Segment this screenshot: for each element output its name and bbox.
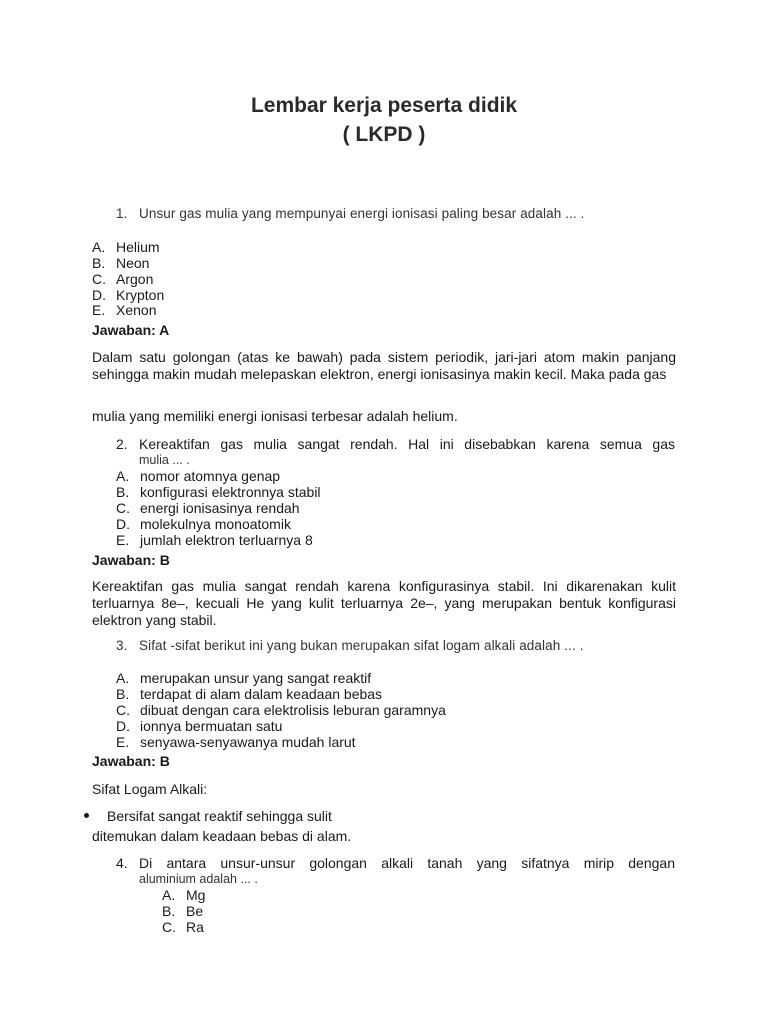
q3-bullet-item: Bersifat sangat reaktif sehingga sulit [107,808,332,824]
q1-option-d: D. Krypton [92,287,165,303]
q3-answer: Jawaban: B [92,753,170,769]
question-2-text-cont: mulia ... . [139,453,190,467]
q3-option-d: D. ionnya bermuatan satu [116,718,283,734]
q2-option-d: D. molekulnya monoatomik [116,516,291,532]
question-1 [116,206,584,222]
question-1-number: 1. [116,206,128,221]
question-3-text: Sifat -sifat berikut ini yang bukan merupakan sifat logam alkali adalah ... . [139,638,584,653]
question-1-text: Unsur gas mulia yang mempunyai energi ionisasi paling besar adalah ... . [139,206,585,221]
q3-option-a: A. merupakan unsur yang sangat reaktif [116,670,372,686]
q3-option-b: B. terdapat di alam dalam keadaan bebas [116,686,383,702]
question-3 [116,638,583,654]
question-4-number: 4. [116,855,128,871]
bullet-icon [84,813,89,818]
q1-answer: Jawaban: A [92,322,170,338]
q3-heading: Sifat Logam Alkali: [92,781,208,797]
document-subtitle: ( LKPD ) [342,123,426,146]
q1-option-c: C. Argon [92,271,154,287]
q4-option-b: B. Be [162,903,204,919]
q2-option-a: A. nomor atomnya genap [116,468,281,484]
question-4-text: Di antara unsur-unsur golongan alkali tanah yang sifatnya mirip dengan [139,855,675,871]
question-3-number: 3. [116,638,128,653]
question-2-number: 2. [116,436,128,452]
q3-option-e: E. senyawa-senyawanya mudah larut [116,734,356,750]
q1-option-a: A. Helium [92,239,160,255]
q1-option-e: E. Xenon [92,302,157,318]
q2-option-b: B. konfigurasi elektronnya stabil [116,484,321,500]
question-4-text-cont: aluminium adalah ... . [139,872,258,886]
q4-option-a: A. Mg [162,887,206,903]
q3-option-c: C. dibuat dengan cara elektrolisis leburan garamnya [116,702,446,718]
q2-answer: Jawaban: B [92,552,170,568]
q2-option-c: C. energi ionisasinya rendah [116,500,300,516]
q4-option-c: C. Ra [162,919,204,935]
question-2-text: Kereaktifan gas mulia sangat rendah. Hal ini disebabkan karena semua gas [139,436,675,452]
q1-option-b: B. Neon [92,255,150,271]
q2-option-e: E. jumlah elektron terluarnya 8 [116,532,313,548]
document-title: Lembar kerja peserta didik [250,94,518,117]
q1-explanation-cont: mulia yang memiliki energi ionisasi terbesar adalah helium. [92,408,458,424]
q3-bullet-item-cont: ditemukan dalam keadaan bebas di alam. [92,828,352,844]
q1-explanation: Dalam satu golongan (atas ke bawah) pada sistem periodik, jari-jari atom makin panjang sehingga makin mudah melepaskan elektron, energi ionisasinya makin kecil. Maka pada gas [92,349,676,382]
q2-explanation: Kereaktifan gas mulia sangat rendah karena konfigurasinya stabil. Ini dikarenakan kulit terluarnya 8e–, kecuali He yang kulit terluarnya 2e–, yang merupakan bentuk konfigurasi elektron yang stabil. [92,578,676,628]
